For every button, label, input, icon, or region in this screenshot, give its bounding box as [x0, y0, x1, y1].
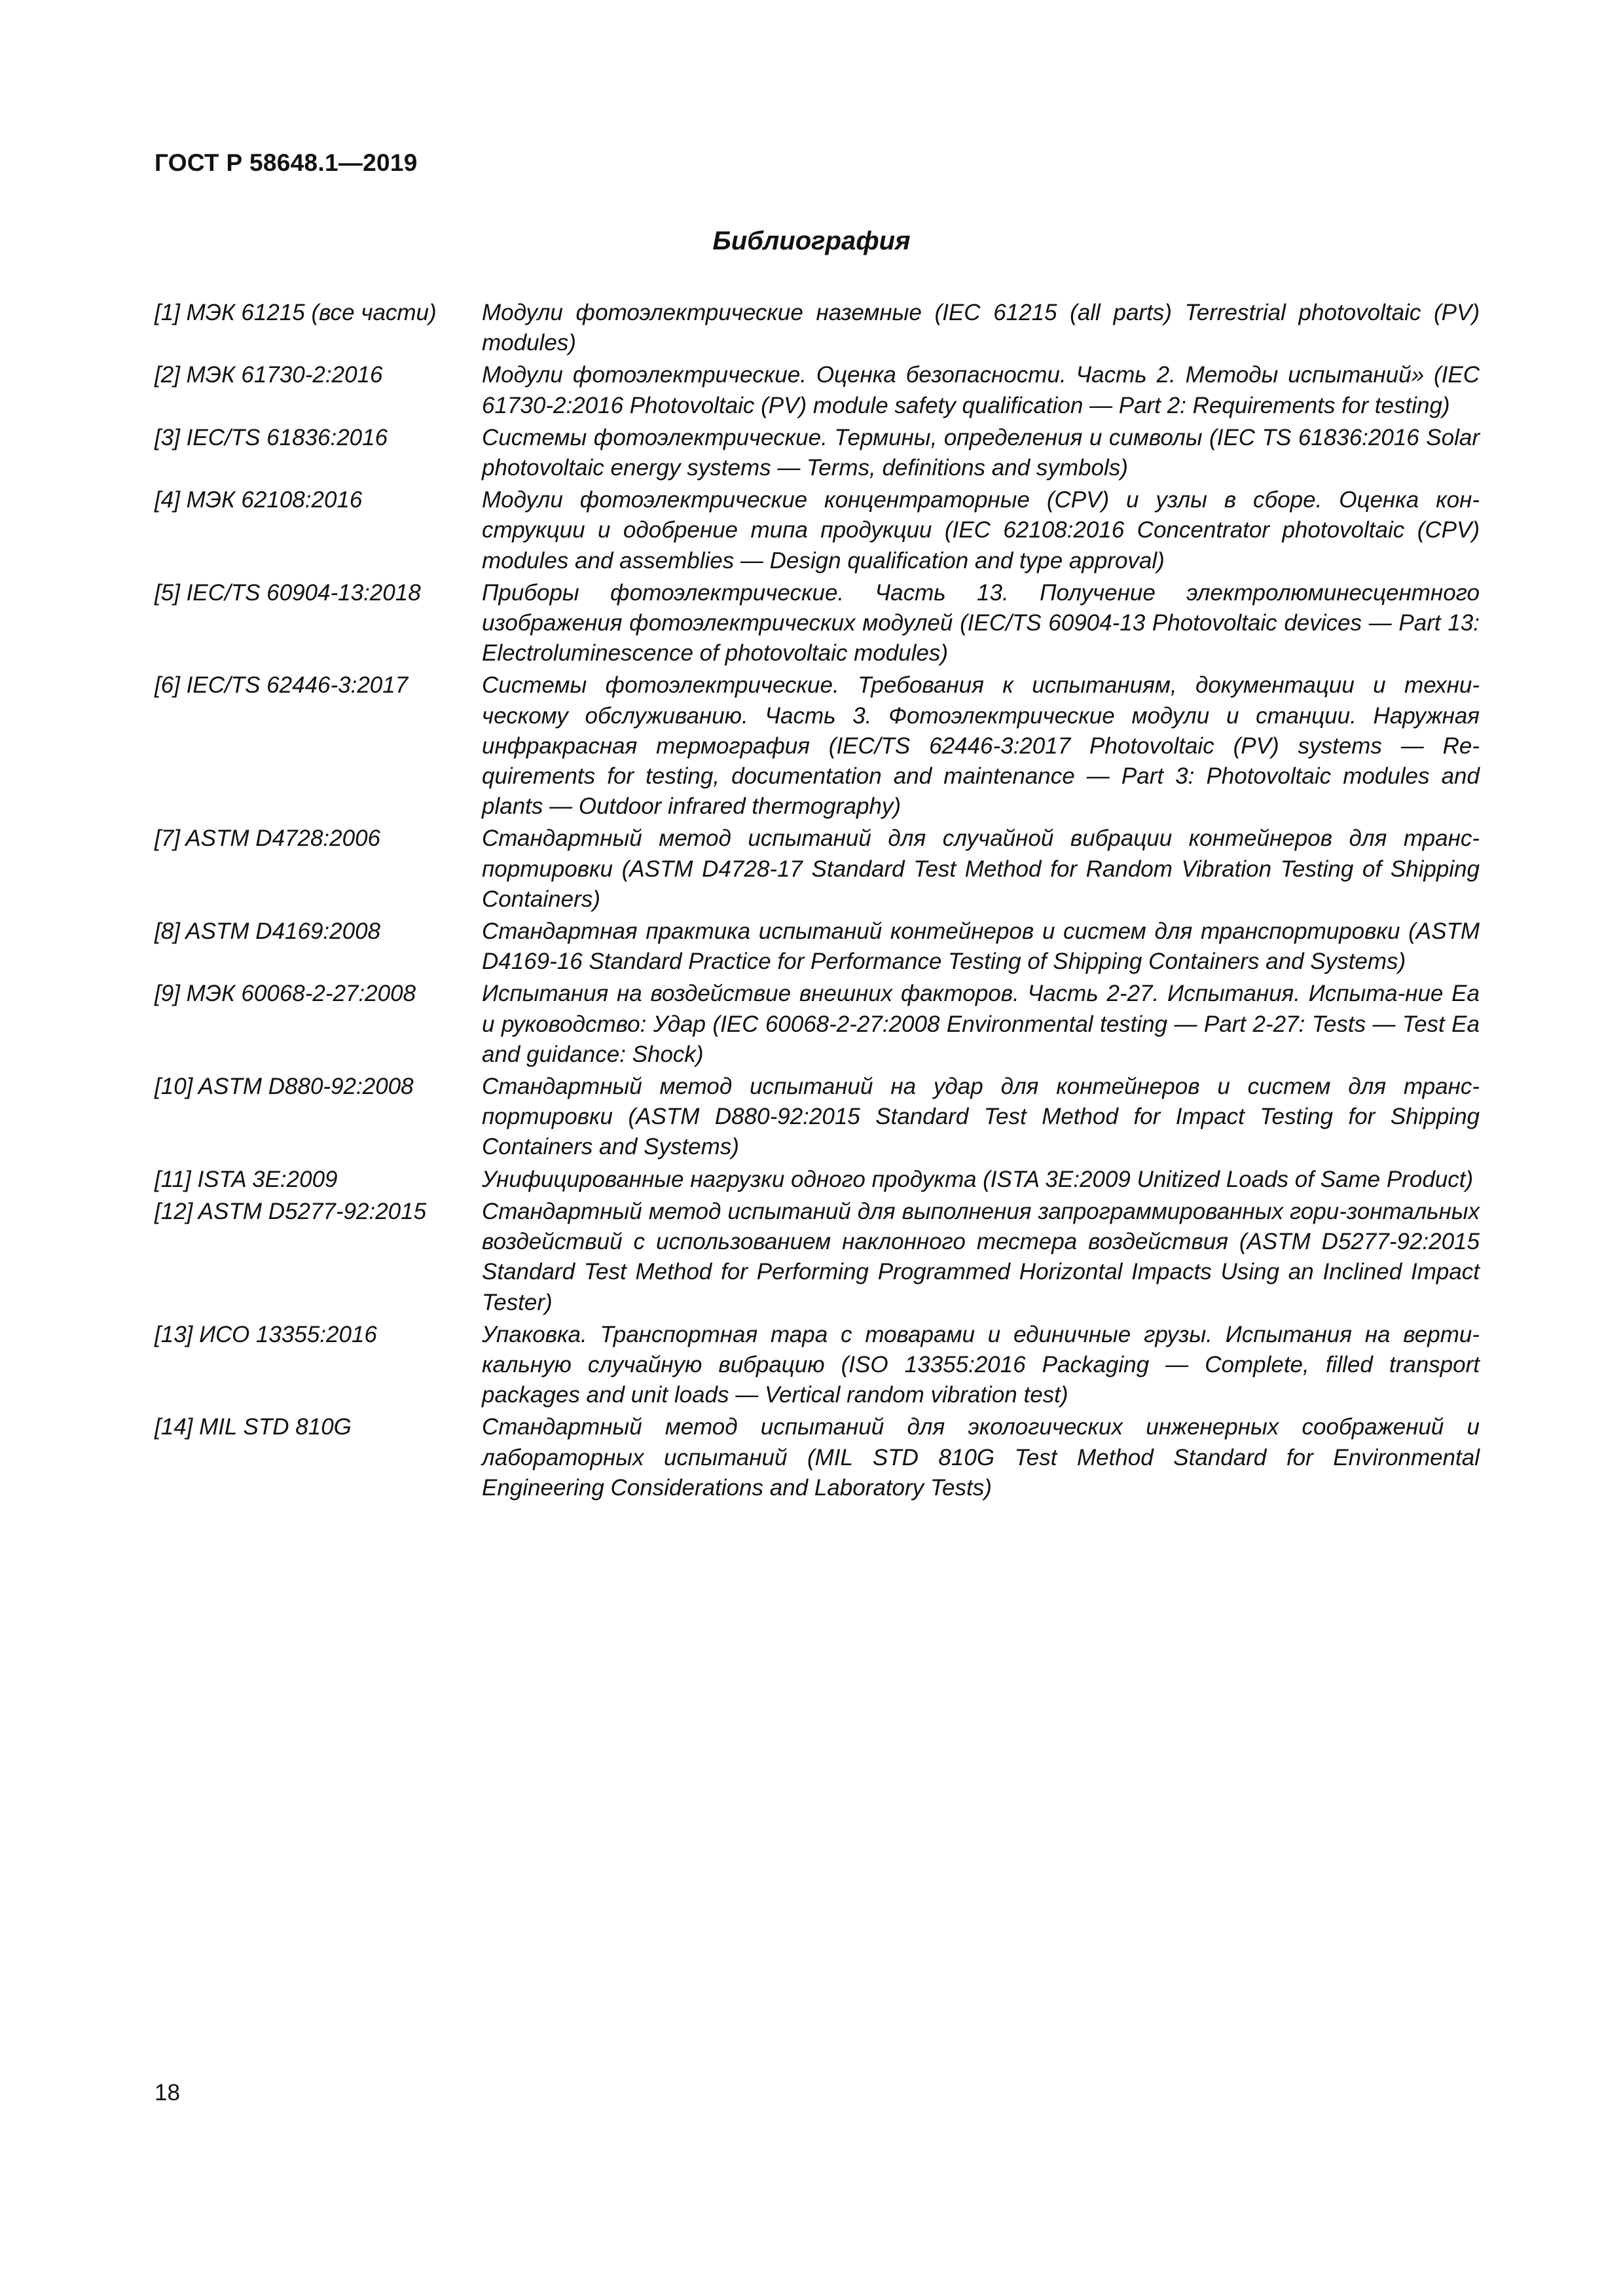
entry-reference: [9] МЭК 60068-2-27:2008 — [155, 981, 416, 1007]
entry-reference: [1] МЭК 61215 (все части) — [155, 300, 437, 325]
entry-description: Приборы фотоэлектрические. Часть 13. Получение электролюминесцентного изображения фотоэлектрических модулей (IEC/TS 60904-13 Photovoltaic devices — Part 13: Electroluminescence of photovoltaic modules) — [482, 579, 1480, 666]
bibliography-entry — [155, 1320, 1480, 1411]
entry-reference: [14] MIL STD 810G — [155, 1414, 352, 1440]
page-number: 18 — [155, 2080, 180, 2105]
entry-reference: [4] МЭК 62108:2016 — [155, 487, 363, 513]
entry-reference: [12] ASTM D5277-92:2015 — [155, 1198, 427, 1224]
entry-reference: [6] IEC/TS 62446-3:2017 — [155, 672, 409, 699]
entry-description: Модули фотоэлектрические концентраторные (CPV) и узлы в сборе. Оценка кон-струкции и одобрение типа продукции (IEC 62108:2016 Concentrator photovoltaic (CPV) modules and assemblies — Design qualification and type approval) — [482, 487, 1480, 574]
entry-reference: [11] ISTA 3E:2009 — [155, 1166, 338, 1192]
entry-description: Стандартная практика испытаний контейнеров и систем для транспортировки (ASTM D4169-16 Standard Practice for Performance Testing of Shipping Containers and Systems) — [482, 919, 1480, 975]
bibliography-title: Библиография — [712, 227, 911, 255]
bibliography-entry — [155, 298, 1480, 358]
bibliography-entry — [155, 485, 1480, 576]
entry-reference: [10] ASTM D880-92:2008 — [155, 1074, 414, 1100]
entry-description: Стандартный метод испытаний на удар для контейнеров и систем для транс-портировки (ASTM D880-92:2015 Standard Test Method for Impact Testing for Shipping Containers and Systems) — [482, 1074, 1480, 1160]
entry-description: Упаковка. Транспортная тара с товарами и единичные грузы. Испытания на верти-кальную случайную вибрацию (ISO 13355:2016 Packaging — Complete, filled transport packages and unit loads — Vertical random vibration test) — [482, 1321, 1480, 1408]
entry-description: Системы фотоэлектрические. Требования к испытаниям, документации и техни-ческому обслуживанию. Часть 3. Фотоэлектрические модули и станции. Наружная инфракрасная термография (IEC/TS 62446-3:2017 Photovoltaic (PV) systems — Re-quirements for testing, documentation and maintenance — Part 3: Photovoltaic modules and plants — Outdoor infrared thermography) — [482, 672, 1480, 820]
bibliography-entry — [155, 578, 1480, 669]
bibliography-entry — [155, 1165, 1480, 1195]
entry-description: Системы фотоэлектрические. Термины, определения и символы (IEC TS 61836:2016 Solar photovoltaic energy systems — Terms, definitions and symbols) — [482, 424, 1480, 481]
bibliography-list — [155, 298, 1480, 1505]
bibliography-entry — [155, 423, 1480, 483]
entry-description: Испытания на воздействие внешних факторов. Часть 2-27. Испытания. Испыта-ние Ea и руководство: Удар (IEC 60068-2-27:2008 Environmental testing — Part 2-27: Tests — Test Ea and guidance: Shock) — [482, 981, 1480, 1067]
bibliography-entry — [155, 670, 1480, 822]
entry-description: Модули фотоэлектрические наземные (IEC 61215 (all parts) Terrestrial photovoltaic (PV) modules) — [482, 300, 1480, 356]
entry-reference: [3] IEC/TS 61836:2016 — [155, 424, 388, 450]
document-code: ГОСТ Р 58648.1—2019 — [155, 149, 418, 176]
entry-reference: [2] МЭК 61730-2:2016 — [155, 362, 383, 388]
bibliography-entry — [155, 979, 1480, 1070]
bibliography-entry — [155, 824, 1480, 915]
entry-reference: [8] ASTM D4169:2008 — [155, 919, 381, 945]
entry-reference: [7] ASTM D4728:2006 — [155, 826, 381, 852]
entry-description: Стандартный метод испытаний для экологических инженерных соображений и лабораторных испытаний (MIL STD 810G Test Method Standard for Environmental Engineering Considerations and Laboratory Tests) — [482, 1414, 1480, 1501]
bibliography-entry — [155, 1072, 1480, 1163]
entry-reference: [13] ИСО 13355:2016 — [155, 1321, 377, 1347]
bibliography-entry — [155, 1197, 1480, 1318]
entry-description: Стандартный метод испытаний для выполнения запрограммированных гори-зонтальных воздействий с использованием наклонного тестера воздействия (ASTM D5277-92:2015 Standard Test Method for Performing Programmed Horizontal Impacts Using an Inclined Impact Tester) — [482, 1198, 1480, 1315]
entry-description: Модули фотоэлектрические. Оценка безопасности. Часть 2. Методы испытаний» (IEC 61730-2:2016 Photovoltaic (PV) module safety qualification — Part 2: Requirements for testing) — [482, 362, 1480, 418]
bibliography-entry — [155, 1412, 1480, 1503]
entry-description: Унифицированные нагрузки одного продукта (ISTA 3E:2009 Unitized Loads of Same Product) — [482, 1166, 1474, 1192]
entry-reference: [5] IEC/TS 60904-13:2018 — [155, 579, 421, 606]
entry-description: Стандартный метод испытаний для случайной вибрации контейнеров для транс-портировки (ASTM D4728-17 Standard Test Method for Random Vibration Testing of Shipping Containers) — [482, 826, 1480, 912]
bibliography-entry — [155, 360, 1480, 420]
bibliography-entry — [155, 917, 1480, 977]
